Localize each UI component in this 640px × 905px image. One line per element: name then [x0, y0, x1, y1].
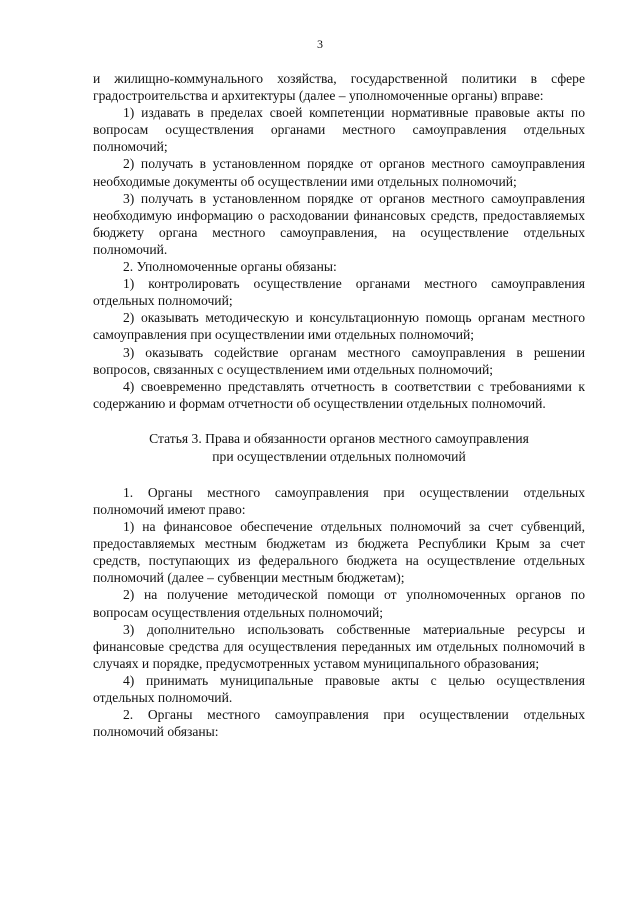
document-body	[93, 70, 585, 740]
paragraph: 4) принимать муниципальные правовые акты с целью осуществления отдельных полномочий.	[93, 672, 585, 705]
paragraph: 3) дополнительно использовать собственные материальные ресурсы и финансовые средства для осуществления переданных им отдельных полномочий в случаях и порядке, предусмотренных уставом муниципального образования;	[93, 621, 585, 671]
paragraph: 2) на получение методической помощи от уполномоченных органов по вопросам осуществления отдельных полномочий;	[93, 587, 585, 620]
paragraph: 2) получать в установленном порядке от органов местного самоуправления необходимые документы об осуществлении ими отдельных полномочий;	[93, 156, 585, 189]
article-heading-line: при осуществлении отдельных полномочий	[212, 448, 466, 464]
paragraph: 4) своевременно представлять отчетность в соответствии с требованиями к содержанию и формам отчетности об осуществлении отдельных полномочий.	[93, 378, 585, 411]
page-number: 3	[317, 37, 323, 51]
paragraph: и жилищно-коммунального хозяйства, государственной политики в сфере градостроительства и архитектуры (далее – уполномоченные органы) вправе:	[93, 71, 585, 104]
paragraph: 1) контролировать осуществление органами местного самоуправления отдельных полномочий;	[93, 276, 585, 309]
paragraph: 2) оказывать методическую и консультационную помощь органам местного самоуправления при осуществлении ими отдельных полномочий;	[93, 310, 585, 343]
paragraph: 2. Органы местного самоуправления при осуществлении отдельных полномочий обязаны:	[93, 707, 585, 740]
paragraph: 1) издавать в пределах своей компетенции нормативные правовые акты по вопросам осуществления органами местного самоуправления отдельных полномочий;	[93, 105, 585, 155]
paragraph: 3) получать в установленном порядке от органов местного самоуправления необходимую информацию о расходовании финансовых средств, предоставляемых бюджету органа местного самоуправления, на осуществление отдельных полномочий.	[93, 190, 585, 257]
paragraph: 2. Уполномоченные органы обязаны:	[123, 259, 337, 275]
paragraph: 1. Органы местного самоуправления при осуществлении отдельных полномочий имеют право:	[93, 484, 585, 517]
article-heading-line: Статья 3. Права и обязанности органов местного самоуправления	[149, 430, 529, 446]
article-heading	[93, 430, 585, 466]
paragraph: 3) оказывать содействие органам местного самоуправления в решении вопросов, связанных с осуществлением ими отдельных полномочий;	[93, 344, 585, 377]
paragraph: 1) на финансовое обеспечение отдельных полномочий за счет субвенций, предоставляемых местным бюджетам из бюджета Республики Крым за счет средств, поступающих из федерального бюджета на осуществление отдельных полномочий (далее – субвенции местным бюджетам);	[93, 519, 585, 586]
